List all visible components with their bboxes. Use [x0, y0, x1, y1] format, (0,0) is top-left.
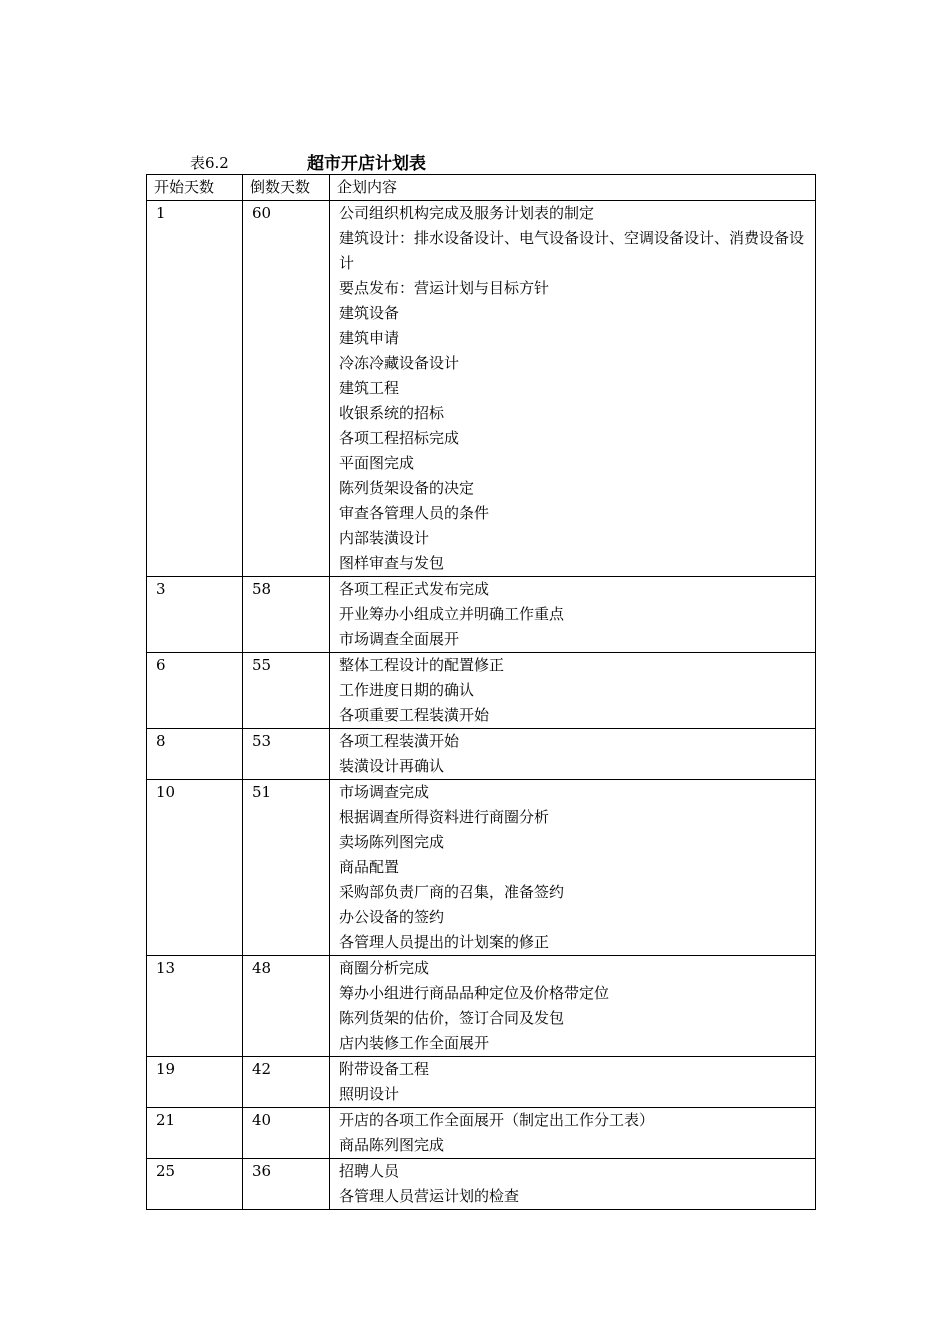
- plan-item: 附带设备工程: [339, 1060, 430, 1078]
- plan-item: 建筑工程: [339, 379, 400, 397]
- plan-item: 各管理人员提出的计划案的修正: [339, 933, 550, 951]
- table-row: [147, 577, 816, 653]
- start-day-cell: 13: [147, 956, 243, 1057]
- countdown-day-cell: 42: [243, 1057, 330, 1108]
- countdown-day-cell: 55: [243, 653, 330, 729]
- plan-item: 冷冻冷藏设备设计: [339, 354, 460, 372]
- plan-item: 市场调查完成: [339, 783, 430, 801]
- countdown-day-cell: 40: [243, 1108, 330, 1159]
- plan-item: 办公设备的签约: [339, 908, 445, 926]
- countdown-day-cell: 58: [243, 577, 330, 653]
- plan-item: 图样审查与发包: [339, 554, 445, 572]
- plan-item: 要点发布：营运计划与目标方针: [339, 279, 550, 297]
- table-row: [147, 956, 816, 1057]
- plan-item: 筹办小组进行商品品种定位及价格带定位: [339, 984, 610, 1002]
- start-day-cell: 10: [147, 780, 243, 956]
- table-row: [147, 729, 816, 780]
- plan-content-cell: [330, 729, 816, 780]
- start-day-cell: 3: [147, 577, 243, 653]
- plan-item: 各项工程招标完成: [339, 429, 460, 447]
- start-day-cell: 21: [147, 1108, 243, 1159]
- plan-item: 开业筹办小组成立并明确工作重点: [339, 605, 565, 623]
- plan-content-cell: [330, 780, 816, 956]
- table-title: 超市开店计划表: [307, 154, 426, 174]
- plan-table: [146, 174, 816, 1210]
- plan-item: 开店的各项工作全面展开（制定出工作分工表）: [339, 1111, 655, 1129]
- header-start-days: 开始天数: [147, 175, 243, 201]
- plan-content-cell: [330, 956, 816, 1057]
- header-countdown-days: 倒数天数: [243, 175, 330, 201]
- table-row: [147, 653, 816, 729]
- plan-content-cell: [330, 653, 816, 729]
- plan-item: 陈列货架的估价，签订合同及发包: [339, 1009, 565, 1027]
- plan-item: 卖场陈列图完成: [339, 833, 445, 851]
- plan-item: 照明设计: [339, 1085, 400, 1103]
- start-day-cell: 6: [147, 653, 243, 729]
- plan-item: 建筑申请: [339, 329, 400, 347]
- plan-item: 招聘人员: [339, 1162, 400, 1180]
- plan-item: 根据调查所得资料进行商圈分析: [339, 808, 550, 826]
- countdown-day-cell: 53: [243, 729, 330, 780]
- plan-item: 采购部负责厂商的召集，准备签约: [339, 883, 565, 901]
- table-row: [147, 1057, 816, 1108]
- countdown-day-cell: 48: [243, 956, 330, 1057]
- plan-content-cell: [330, 577, 816, 653]
- plan-item: 商品陈列图完成: [339, 1136, 445, 1154]
- plan-item: 装潢设计再确认: [339, 757, 445, 775]
- plan-item: 商圈分析完成: [339, 959, 430, 977]
- plan-item: 各管理人员营运计划的检查: [339, 1187, 520, 1205]
- plan-item: 建筑设备: [339, 304, 400, 322]
- start-day-cell: 19: [147, 1057, 243, 1108]
- table-row: [147, 1108, 816, 1159]
- plan-item: 店内装修工作全面展开: [339, 1034, 490, 1052]
- plan-item: 审查各管理人员的条件: [339, 504, 490, 522]
- countdown-day-cell: 60: [243, 201, 330, 577]
- table-row: [147, 1159, 816, 1210]
- plan-content-cell: [330, 1159, 816, 1210]
- plan-item: 各项重要工程装潢开始: [339, 706, 490, 724]
- plan-item: 建筑设计：排水设备设计、电气设备设计、空调设备设计、消费设备设计: [339, 229, 805, 272]
- header-plan-content: 企划内容: [330, 175, 816, 201]
- plan-item: 陈列货架设备的决定: [339, 479, 475, 497]
- start-day-cell: 25: [147, 1159, 243, 1210]
- plan-item: 各项工程装潢开始: [339, 732, 460, 750]
- start-day-cell: 1: [147, 201, 243, 577]
- plan-content-cell: [330, 1057, 816, 1108]
- plan-item: 整体工程设计的配置修正: [339, 656, 505, 674]
- countdown-day-cell: 36: [243, 1159, 330, 1210]
- header-row: [147, 175, 816, 201]
- plan-content-cell: [330, 201, 816, 577]
- plan-table-body: [147, 201, 816, 1210]
- table-row: [147, 780, 816, 956]
- plan-item: 各项工程正式发布完成: [339, 580, 490, 598]
- plan-item: 收银系统的招标: [339, 404, 445, 422]
- table-number: 表6.2: [190, 154, 229, 172]
- plan-item: 内部装潢设计: [339, 529, 430, 547]
- plan-item: 商品配置: [339, 858, 400, 876]
- table-caption: [190, 148, 690, 174]
- plan-content-cell: [330, 1108, 816, 1159]
- plan-item: 市场调查全面展开: [339, 630, 460, 648]
- start-day-cell: 8: [147, 729, 243, 780]
- plan-item: 平面图完成: [339, 454, 415, 472]
- plan-item: 工作进度日期的确认: [339, 681, 475, 699]
- table-row: [147, 201, 816, 577]
- plan-item: 公司组织机构完成及服务计划表的制定: [339, 204, 595, 222]
- countdown-day-cell: 51: [243, 780, 330, 956]
